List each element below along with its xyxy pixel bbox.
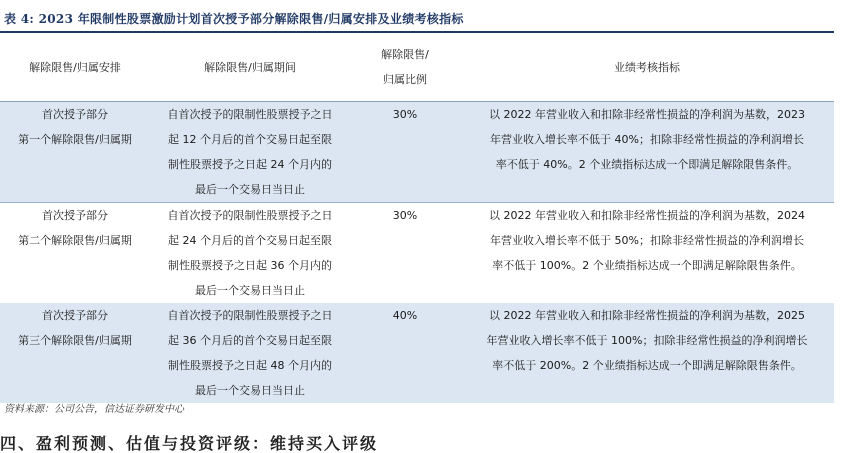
cell-line: 制性股票授予之日起 24 个月内的 <box>168 158 332 171</box>
cell-line: 第一个解除限售/归属期 <box>18 133 132 146</box>
cell-line: 以 2022 年营业收入和扣除非经常性损益的净利润为基数，2025 <box>489 309 805 322</box>
ratio-cell: 30% <box>350 102 460 203</box>
source-note: 资料来源：公司公告，信达证券研发中心 <box>4 404 184 415</box>
target-cell <box>460 303 834 403</box>
cell-line: 率不低于 40%。2 个业绩指标达成一个即满足解除限售条件。 <box>495 158 799 171</box>
cell-line: 首次授予部分 <box>42 108 108 121</box>
cell-line: 年营业收入增长率不低于 100%；扣除非经常性损益的净利润增长 <box>486 334 808 347</box>
header-ratio-line1: 解除限售/ <box>381 48 429 61</box>
header-target: 业绩考核指标 <box>460 33 834 102</box>
cell-line: 年营业收入增长率不低于 40%；扣除非经常性损益的净利润增长 <box>490 133 804 146</box>
cell-line: 率不低于 200%。2 个业绩指标达成一个即满足解除限售条件。 <box>492 359 802 372</box>
cell-line: 第三个解除限售/归属期 <box>18 334 132 347</box>
cell-line: 年营业收入增长率不低于 50%；扣除非经常性损益的净利润增长 <box>490 234 804 247</box>
period-cell <box>150 303 350 403</box>
cell-line: 最后一个交易日当日止 <box>195 284 305 297</box>
header-arrangement: 解除限售/归属安排 <box>0 33 150 102</box>
cell-line: 起 12 个月后的首个交易日起至限 <box>168 133 332 146</box>
cell-line: 自首次授予的限制性股票授予之日 <box>167 209 333 222</box>
period-cell <box>150 102 350 203</box>
cell-line: 最后一个交易日当日止 <box>195 384 305 397</box>
cell-line: 以 2022 年营业收入和扣除非经常性损益的净利润为基数，2023 <box>489 108 805 121</box>
ratio-cell: 30% <box>350 203 460 304</box>
table-row <box>0 303 834 403</box>
ratio-cell: 40% <box>350 303 460 403</box>
arrangement-cell <box>0 203 150 304</box>
cell-line: 制性股票授予之日起 36 个月内的 <box>168 259 332 272</box>
next-section-heading-text: 四、盈利预测、估值与投资评级：维持买入评级 <box>0 434 379 453</box>
table-row <box>0 102 834 203</box>
cell-line: 起 24 个月后的首个交易日起至限 <box>168 234 332 247</box>
cell-line: 率不低于 100%。2 个业绩指标达成一个即满足解除限售条件。 <box>492 259 802 272</box>
period-cell <box>150 203 350 304</box>
cell-line: 制性股票授予之日起 48 个月内的 <box>168 359 332 372</box>
target-cell <box>460 102 834 203</box>
header-period: 解除限售/归属期间 <box>150 33 350 102</box>
header-ratio <box>350 33 460 102</box>
cell-line: 首次授予部分 <box>42 209 108 222</box>
target-cell <box>460 203 834 304</box>
cell-line: 最后一个交易日当日止 <box>195 183 305 196</box>
table-caption: 表 4: 2023 年限制性股票激励计划首次授予部分解除限售/归属安排及业绩考核指标 <box>4 12 464 26</box>
cell-line: 首次授予部分 <box>42 309 108 322</box>
cell-line: 自首次授予的限制性股票授予之日 <box>167 309 333 322</box>
cell-line: 以 2022 年营业收入和扣除非经常性损益的净利润为基数，2024 <box>489 209 805 222</box>
table-header-row <box>0 33 834 102</box>
arrangement-cell <box>0 102 150 203</box>
cell-line: 第二个解除限售/归属期 <box>18 234 132 247</box>
table-row <box>0 203 834 304</box>
performance-table <box>0 33 834 403</box>
arrangement-cell <box>0 303 150 403</box>
header-ratio-line2: 归属比例 <box>383 73 427 86</box>
cell-line: 起 36 个月后的首个交易日起至限 <box>168 334 332 347</box>
cell-line: 自首次授予的限制性股票授予之日 <box>167 108 333 121</box>
next-section-heading-partial <box>0 430 847 453</box>
